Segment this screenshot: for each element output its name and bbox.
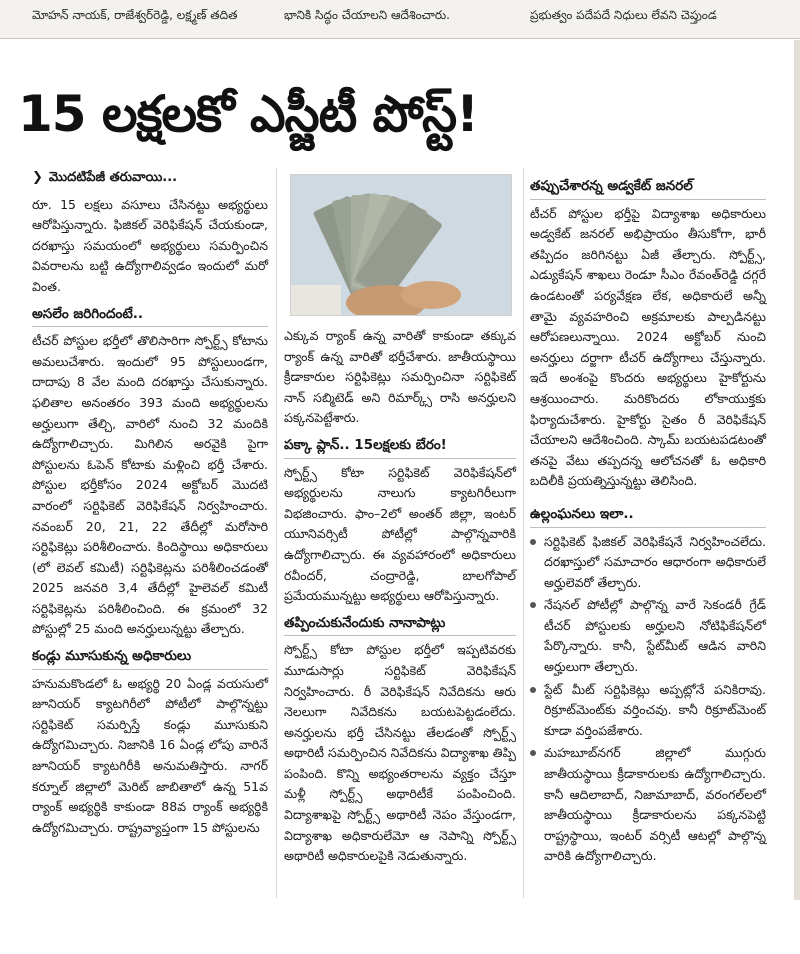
bullet-icon <box>530 539 536 545</box>
subheading: పక్కా ప్లాన్.. 15లక్షలకు బేరం! <box>284 435 516 459</box>
bullet-icon <box>530 602 536 608</box>
continued-label: ❯ మొదటిపేజీ తరువాయి... <box>32 168 268 189</box>
body-paragraph: హనుమకొండలో ఓ అభ్యర్థి 20 ఏండ్ల వయసులో జూనియర్ క్యాటగిరీలో పోటీలో పాల్గొన్నట్టు సర్టిఫికెట్ సమర్పిస్తే కండ్లు మూసుకుని ఉద్యోగమిచ్చారు. నిజానికి 16 ఏండ్ల లోపు వారినే జూనియర్ క్యాటగిరీకి అనుమతిస్తారు. నాగర్ కర్నూల్ జిల్లాలో మెరిట్ జాబితాలో ఉన్న 51వ ర్యాంక్ అభ్యర్థికి కాకుండా 88వ ర్యాంక్ అభ్యర్థికి ఉద్యోగమిచ్చారు. రాష్ట్రవ్యాప్తంగా 15 పోస్టులను <box>32 675 268 835</box>
subheading: ఉల్లంఘనలు ఇలా.. <box>530 504 766 528</box>
previous-article-strip <box>0 0 800 39</box>
column-2 <box>284 170 516 867</box>
strip-text-left: మోహన్ నాయక్, రాజేశ్వర్‌రెడ్డి, లక్ష్మణ్ తదిత <box>32 8 238 22</box>
column-1 <box>32 168 268 838</box>
violations-list <box>530 532 766 868</box>
list-item: మహబూబ్‌నగర్ జిల్లాలో ముగ్గురు జాతీయస్థాయి క్రీడాకారులకు ఉద్యోగాలిచ్చారు. కానీ ఆదిలాబాద్, నిజామాబాద్, వరంగల్‌లలో జాతీయస్థాయి క్రీడాకారులను పక్కనపెట్టి రాష్ట్రస్థాయి, ఇంటర్ వర్సిటీ ఆటల్లో పాల్గొన్న వారికి ఉద్యోగాలిచ్చారు. <box>530 743 766 867</box>
subheading: అసలేం జరిగిందంటే.. <box>32 304 268 328</box>
subheading: తప్పుచేశారన్న అడ్వకేట్ జనరల్ <box>530 176 766 200</box>
body-paragraph: స్పోర్ట్స్ కోటా పోస్టుల భర్తీలో ఇప్పటివరకు మూడుసార్లు సర్టిఫికెట్ వెరిఫికేషన్ నిర్వహించారు. రీ వెరిఫికేషన్ నివేదికను ఆరు నెలలుగా నివేదికను బయటపెట్టడంలేదు. అనర్హులను భర్తీ చేసినట్టు తేలడంతో స్పోర్ట్స్ అథారిటీ సమర్పించిన నివేదికను విద్యాశాఖ తిప్పి పంపింది. కొన్ని అభ్యంతరాలను వ్యక్తం చేస్తూ మళ్లీ స్పోర్ట్స్ అథారిటీకే పంపించింది. విద్యాశాఖపై స్పోర్ట్స్ అథారిటీ నెపం వేస్తుండగా, విద్యాశాఖ అధికారులేమో ఆ నెపాన్ని స్పోర్ట్స్ అథారిటీ అధికారులపైకి నెడుతున్నారు. <box>284 642 516 864</box>
page-edge <box>794 40 800 900</box>
headline: 15 లక్షలకో ఎస్జీటీ పోస్ట్! <box>18 85 478 143</box>
strip-text-right: ప్రభుత్వం పదేపదే నిధులు లేవని చెప్తుండ <box>530 8 717 22</box>
list-item: స్టేట్ మీట్ సర్టిఫికెట్లు అప్పట్లోనే పనికిరావు. రిక్రూట్‌మెంట్‌కు వర్తించవు. కానీ రిక్రూట్‌మెంట్ కూడా వర్తింపజేశారు. <box>530 680 766 742</box>
column-divider <box>523 168 524 898</box>
body-paragraph: టీచర్ పోస్టుల భర్తీలో తొలిసారిగా స్పోర్ట్స్ కోటాను అమలుచేశారు. ఇందులో 95 పోస్టులుండగా, దాదాపు 8 వేల మంది దరఖాస్తు చేసుకున్నారు. ఫలితాల అనంతరం 393 మంది అభ్యర్థులను అర్హులుగా తేల్చి, వారిలో నుంచి 32 మందికి ఉద్యోగాలిచ్చారు. మిగిలిన అరవైకి పైగా పోస్టులను ఓపెన్ కోటాకు మళ్లించి భర్తీ చేశారు. పోస్టుల భర్తీకోసం 2024 అక్టోబర్ మొదటి వారంలో సర్టిఫికెట్ వెరిఫికేషన్ నిర్వహించారు. నవంబర్ 20, 21, 22 తేదీల్లో మరోసారి సర్టిఫికెట్లు పరిశీలించారు. కిందిస్థాయి అధికారులు (లో లెవల్ కమిటీ) సర్టిఫికెట్లను పరిశీలించడంతో 2025 జనవరి 3,4 తేదీల్లో హైలెవల్ కమిటీ సర్టిఫికెట్లను పరిశీలించింది. ఈ క్రమంలో 32 పోస్టుల్లో 25 మంది అనర్హులున్నట్టు తేల్చారు. <box>32 333 268 637</box>
currency-notes-image <box>291 175 511 315</box>
bullet-icon <box>530 750 536 756</box>
list-item: సర్టిఫికెట్ ఫిజికల్ వెరిఫికేషనే నిర్వహించలేదు. దరఖాస్తులో సమాచారం ఆధారంగా అధికారులే అర్హులెవరో తేల్చారు. <box>530 532 766 594</box>
chevron-right-icon: ❯ <box>32 170 43 185</box>
list-item: నేషనల్ పోటీల్లో పాల్గొన్న వారే సెకండరీ గ్రేడ్ టీచర్ పోస్టులకు అర్హులని నోటిఫికేషన్‌లో పేర్కొన్నారు. కానీ, స్టేట్‌మీట్ ఆడిన వారిని అర్హులుగా తేల్చారు. <box>530 595 766 677</box>
bullet-icon <box>530 687 536 693</box>
subheading: తప్పించుకునేందుకు నానాపాట్లు <box>284 613 516 637</box>
column-divider <box>276 168 277 898</box>
strip-text-middle: భానికి సిద్ధం చేయాలని ఆదేశించారు. <box>284 8 450 22</box>
subheading: కండ్లు మూసుకున్న అధికారులు <box>32 646 268 670</box>
currency-photo <box>290 174 512 316</box>
body-paragraph: ఎక్కువ ర్యాంక్ ఉన్న వారితో కాకుండా తక్కువ ర్యాంక్ ఉన్న వారితో భర్తీచేశారు. జాతీయస్థాయి క్రీడాకారుల సర్టిఫికెట్లు సమర్పించినా సర్టిఫికెట్ నాన్ సబ్మిటెడ్ అని రిమార్క్స్ రాసి అనర్హులని పక్కనపెట్టేశారు. <box>284 328 516 426</box>
intro-paragraph: రూ. 15 లక్షలు వసూలు చేసినట్టు అభ్యర్థులు ఆరోపిస్తున్నారు. ఫిజికల్ వెరిఫికేషన్ చేయకుండా, దరఖాస్తు సమయంలో అభ్యర్థులు సమర్పించిన వివరాలను బట్టి ఉద్యోగాలివ్వడం ఇందులో మరో వింత. <box>32 196 268 294</box>
body-paragraph: టీచర్ పోస్టుల భర్తీపై విద్యాశాఖ అధికారులు అడ్వకేట్ జనరల్ అభిప్రాయం తీసుకోగా, భారీ తప్పిదం జరిగినట్టు ఏజీ తేల్చారు. స్పోర్ట్స్, ఎడ్యుకేషన్ శాఖలు రెండూ సీఎం రేవంత్‌రెడ్డి దగ్గరే ఉండటంతో పర్యవేక్షణ లేక, అధికారులే అన్నీ తామై వ్యవహరించి అక్రమాలకు పాల్పడినట్టు ఆరోపణలున్నాయి. 2024 అక్టోబర్ నుంచి అనర్హులు దర్జాగా టీచర్ ఉద్యోగాలు చేస్తున్నారు. ఇదే అంశంపై కొందరు అభ్యర్థులు హైకోర్టును ఆశ్రయించారు. మరికొందరు లోకాయుక్తకు ఫిర్యాదుచేశారు. హైకోర్టు సైతం రీ వెరిఫికేషన్ చేయాలని ఆదేశించింది. స్కామ్ బయటపడటంతో తనపై వేటు తప్పదన్న ఆలోచనతో ఓ అధికారి బదిలీకి ప్రయత్నిస్తున్నట్టు తెలిసింది. <box>530 205 766 489</box>
column-3 <box>530 170 766 869</box>
body-paragraph: స్పోర్ట్స్ కోటా సర్టిఫికెట్ వెరిఫికేషన్‌లో అభ్యర్థులను నాలుగు క్యాటగిరీలుగా విభజించారు. ఫాం–2లో అంతర్ జిల్లా, ఇంటర్ యూనివర్సిటీ పోటీల్లో పాల్గొన్నవారికి ఉద్యోగాలిచ్చారు. ఈ వ్యవహారంలో అధికారులు రవీందర్, చంద్రారెడ్డి, బాలగోపాల్ ప్రమేయమున్నట్టు అభ్యర్థులు ఆరోపిస్తున్నారు. <box>284 464 516 604</box>
